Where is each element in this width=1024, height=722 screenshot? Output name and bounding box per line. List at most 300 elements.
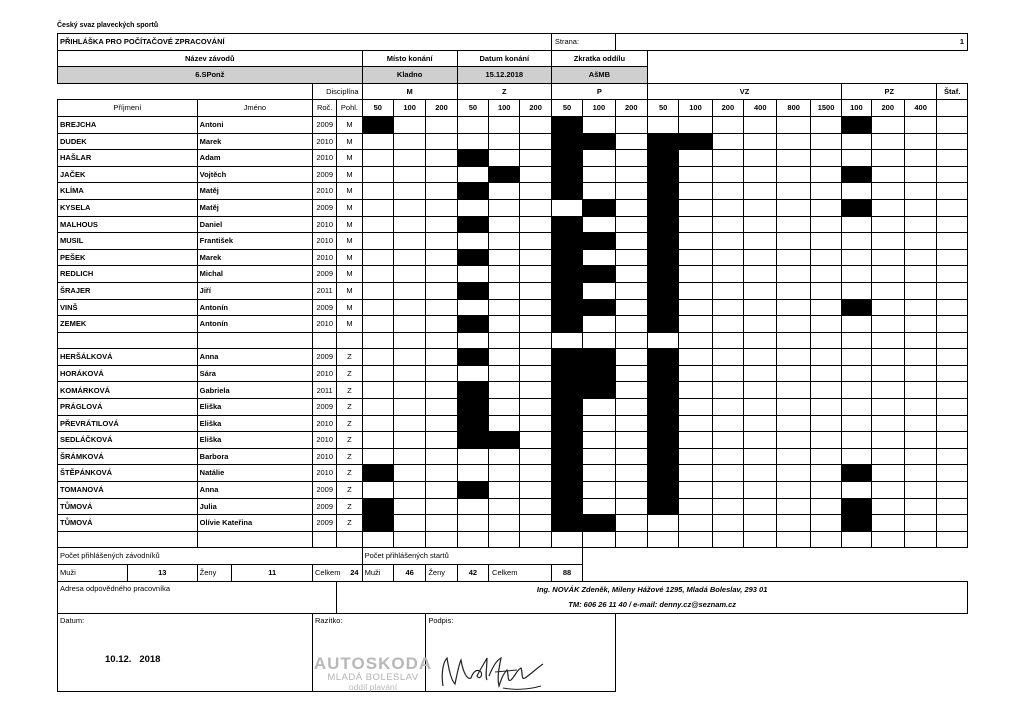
- event-cell: [362, 133, 393, 150]
- event-cell: [777, 432, 810, 449]
- event-cell: [520, 316, 551, 333]
- relay-cell: [937, 465, 968, 482]
- event-cell: [520, 365, 551, 382]
- event-cell: [615, 299, 647, 316]
- swimmer-first-name: Olívie Kateřina: [197, 515, 312, 532]
- distance-header: 50: [457, 100, 488, 117]
- event-cell: [520, 465, 551, 482]
- event-cell: [777, 448, 810, 465]
- event-cell: [520, 233, 551, 250]
- event-cell: [615, 399, 647, 416]
- event-cell: [744, 199, 777, 216]
- event-mark: [583, 349, 615, 366]
- swimmer-first-name: Marek: [197, 133, 312, 150]
- empty-cell: [362, 531, 393, 548]
- swimmer-sex: Z: [337, 415, 362, 432]
- event-cell: [842, 382, 871, 399]
- event-cell: [712, 448, 743, 465]
- event-cell: [520, 498, 551, 515]
- event-mark: [842, 166, 871, 183]
- event-cell: [583, 249, 615, 266]
- event-mark: [457, 415, 488, 432]
- event-cell: [744, 233, 777, 250]
- event-cell: [810, 233, 841, 250]
- table-row: [58, 199, 968, 216]
- event-cell: [871, 365, 904, 382]
- swimmer-sex: Z: [337, 448, 362, 465]
- event-mark: [551, 365, 582, 382]
- event-cell: [393, 133, 425, 150]
- table-row: [58, 332, 968, 349]
- swimmer-surname: PRÁGLOVÁ: [58, 399, 198, 416]
- club-stamp: [311, 655, 435, 692]
- event-cell: [712, 116, 743, 133]
- event-cell: [426, 482, 457, 499]
- event-cell: [393, 349, 425, 366]
- event-cell: [393, 266, 425, 283]
- event-cell: [583, 316, 615, 333]
- event-cell: [583, 415, 615, 432]
- event-cell: [679, 150, 712, 167]
- relay-cell: [937, 448, 968, 465]
- event-cell: [712, 282, 743, 299]
- empty-cell: [744, 531, 777, 548]
- swimmer-sex: M: [337, 116, 362, 133]
- event-cell: [426, 448, 457, 465]
- event-mark: [551, 448, 582, 465]
- competitors-men-group: [58, 565, 198, 582]
- event-cell: [777, 498, 810, 515]
- event-cell: [426, 415, 457, 432]
- event-cell: [712, 382, 743, 399]
- event-cell: [362, 332, 393, 349]
- event-cell: [744, 282, 777, 299]
- event-cell: [520, 415, 551, 432]
- event-cell: [712, 415, 743, 432]
- event-mark: [551, 399, 582, 416]
- event-cell: [489, 365, 520, 382]
- event-cell: [426, 399, 457, 416]
- event-cell: [393, 183, 425, 200]
- event-cell: [393, 515, 425, 532]
- event-cell: [904, 382, 936, 399]
- swimmer-sex: M: [337, 316, 362, 333]
- event-cell: [489, 415, 520, 432]
- event-cell: [583, 183, 615, 200]
- swimmer-sex: M: [337, 266, 362, 283]
- event-cell: [842, 316, 871, 333]
- event-cell: [810, 183, 841, 200]
- stroke-group-p: P: [551, 83, 647, 100]
- event-mark: [647, 150, 678, 167]
- date-box: [58, 613, 313, 691]
- event-cell: [520, 482, 551, 499]
- table-row: [58, 183, 968, 200]
- event-mark: [457, 282, 488, 299]
- empty-cell: [337, 531, 362, 548]
- swimmer-surname: ŠRÁMKOVÁ: [58, 448, 198, 465]
- event-cell: [457, 133, 488, 150]
- event-mark: [362, 498, 393, 515]
- event-mark: [583, 382, 615, 399]
- form-title: PŘIHLÁŠKA PRO POČÍTAČOVÉ ZPRACOVÁNÍ: [58, 34, 552, 51]
- event-cell: [777, 233, 810, 250]
- table-row: [58, 133, 968, 150]
- event-cell: [810, 216, 841, 233]
- event-cell: [457, 365, 488, 382]
- event-mark: [647, 365, 678, 382]
- event-cell: [679, 316, 712, 333]
- event-cell: [520, 199, 551, 216]
- table-row: [58, 399, 968, 416]
- event-cell: [489, 465, 520, 482]
- event-cell: [615, 216, 647, 233]
- event-cell: [362, 249, 393, 266]
- event-mark: [647, 199, 678, 216]
- event-mark: [551, 415, 582, 432]
- event-cell: [904, 432, 936, 449]
- event-cell: [679, 299, 712, 316]
- event-cell: [904, 316, 936, 333]
- empty-cell: [489, 531, 520, 548]
- event-cell: [426, 150, 457, 167]
- relay-cell: [937, 282, 968, 299]
- footer-blank: [615, 613, 967, 691]
- event-cell: [426, 266, 457, 283]
- table-row: [58, 299, 968, 316]
- competitors-total-label: Celkem: [315, 568, 341, 578]
- empty-cell: [426, 531, 457, 548]
- event-cell: [712, 399, 743, 416]
- event-cell: [777, 399, 810, 416]
- discipline-header-blank: [58, 83, 313, 100]
- event-cell: [362, 216, 393, 233]
- event-cell: [842, 233, 871, 250]
- swimmer-year: 2009: [313, 116, 337, 133]
- event-cell: [520, 183, 551, 200]
- event-cell: [615, 382, 647, 399]
- event-cell: [583, 482, 615, 499]
- event-cell: [744, 266, 777, 283]
- swimmer-surname: KYSELA: [58, 199, 198, 216]
- event-cell: [810, 316, 841, 333]
- competitors-men-count: 13: [158, 568, 167, 578]
- event-cell: [871, 249, 904, 266]
- swimmer-sex: M: [337, 133, 362, 150]
- event-cell: [583, 465, 615, 482]
- relay-cell: [937, 233, 968, 250]
- table-row: [58, 515, 968, 532]
- swimmer-surname: ŠTĚPÁNKOVÁ: [58, 465, 198, 482]
- event-cell: [904, 133, 936, 150]
- swimmer-surname: JAČEK: [58, 166, 198, 183]
- relay-cell: [937, 150, 968, 167]
- event-cell: [679, 349, 712, 366]
- event-cell: [744, 382, 777, 399]
- event-cell: [393, 448, 425, 465]
- swimmer-sex: M: [337, 183, 362, 200]
- table-row: [58, 465, 968, 482]
- event-mark: [551, 316, 582, 333]
- event-cell: [679, 365, 712, 382]
- stroke-group-pz: PZ: [842, 83, 937, 100]
- swimmer-year: 2010: [313, 448, 337, 465]
- event-mark: [551, 465, 582, 482]
- event-cell: [583, 332, 615, 349]
- event-cell: [393, 498, 425, 515]
- competitors-total-group: [313, 565, 363, 582]
- distance-header: 100: [393, 100, 425, 117]
- event-cell: [744, 299, 777, 316]
- event-cell: [712, 299, 743, 316]
- event-cell: [679, 332, 712, 349]
- event-cell: [871, 183, 904, 200]
- event-cell: [810, 266, 841, 283]
- swimmer-surname: [58, 332, 198, 349]
- event-cell: [777, 199, 810, 216]
- event-cell: [457, 166, 488, 183]
- swimmer-surname: SEDLÁČKOVÁ: [58, 432, 198, 449]
- distance-header: 400: [744, 100, 777, 117]
- event-cell: [457, 448, 488, 465]
- starts-men-label: Muži: [362, 565, 393, 582]
- table-row: [58, 233, 968, 250]
- event-cell: [712, 233, 743, 250]
- event-cell: [362, 482, 393, 499]
- distance-header: 50: [647, 100, 678, 117]
- event-cell: [777, 316, 810, 333]
- event-cell: [583, 116, 615, 133]
- swimmer-year: 2010: [313, 316, 337, 333]
- swimmer-year: 2009: [313, 349, 337, 366]
- event-cell: [426, 282, 457, 299]
- swimmer-first-name: Barbora: [197, 448, 312, 465]
- event-cell: [744, 166, 777, 183]
- starts-total-count: 88: [551, 565, 582, 582]
- header-blank: [647, 50, 967, 67]
- swimmer-first-name: Anna: [197, 349, 312, 366]
- event-cell: [842, 150, 871, 167]
- swimmer-year: 2010: [313, 233, 337, 250]
- event-cell: [744, 133, 777, 150]
- event-cell: [393, 432, 425, 449]
- event-cell: [489, 498, 520, 515]
- event-cell: [520, 399, 551, 416]
- event-cell: [362, 233, 393, 250]
- event-cell: [362, 282, 393, 299]
- distance-header: 50: [362, 100, 393, 117]
- event-cell: [647, 515, 678, 532]
- event-cell: [871, 150, 904, 167]
- event-cell: [810, 150, 841, 167]
- event-cell: [362, 166, 393, 183]
- swimmer-year: 2009: [313, 299, 337, 316]
- event-cell: [904, 365, 936, 382]
- event-cell: [615, 316, 647, 333]
- relay-cell: [937, 166, 968, 183]
- event-cell: [615, 432, 647, 449]
- distance-header: 100: [679, 100, 712, 117]
- event-cell: [393, 399, 425, 416]
- empty-cell: [313, 531, 337, 548]
- event-cell: [810, 332, 841, 349]
- event-cell: [551, 199, 582, 216]
- event-cell: [520, 448, 551, 465]
- swimmer-first-name: [197, 332, 312, 349]
- event-mark: [842, 515, 871, 532]
- event-cell: [744, 415, 777, 432]
- event-mark: [647, 465, 678, 482]
- event-cell: [393, 282, 425, 299]
- swimmer-surname: MALHOUS: [58, 216, 198, 233]
- stamp-label: Razítko:: [315, 615, 343, 625]
- table-row: [58, 266, 968, 283]
- event-cell: [679, 266, 712, 283]
- event-mark: [679, 133, 712, 150]
- table-row: [58, 282, 968, 299]
- relay-cell: [937, 399, 968, 416]
- swimmer-sex: M: [337, 199, 362, 216]
- event-cell: [777, 183, 810, 200]
- event-cell: [904, 233, 936, 250]
- event-mark: [647, 299, 678, 316]
- event-cell: [362, 183, 393, 200]
- event-cell: [904, 399, 936, 416]
- swimmer-first-name: Anna: [197, 482, 312, 499]
- event-cell: [777, 166, 810, 183]
- event-cell: [489, 448, 520, 465]
- event-cell: [810, 498, 841, 515]
- event-mark: [551, 116, 582, 133]
- event-cell: [393, 249, 425, 266]
- event-cell: [426, 515, 457, 532]
- event-cell: [551, 332, 582, 349]
- event-cell: [744, 332, 777, 349]
- event-cell: [712, 332, 743, 349]
- event-cell: [810, 415, 841, 432]
- event-cell: [426, 133, 457, 150]
- table-row: [58, 482, 968, 499]
- event-cell: [583, 399, 615, 416]
- event-mark: [551, 382, 582, 399]
- event-cell: [712, 266, 743, 283]
- event-cell: [871, 332, 904, 349]
- event-cell: [777, 465, 810, 482]
- event-cell: [904, 349, 936, 366]
- event-mark: [489, 166, 520, 183]
- event-cell: [810, 365, 841, 382]
- event-mark: [647, 349, 678, 366]
- table-row: [58, 432, 968, 449]
- event-cell: [744, 365, 777, 382]
- swimmer-year: 2010: [313, 415, 337, 432]
- date-label: Datum:: [60, 615, 85, 625]
- swimmer-surname: ŠRAJER: [58, 282, 198, 299]
- swimmer-sex: Z: [337, 365, 362, 382]
- starts-count-label: Počet přihlášených startů: [362, 548, 583, 565]
- relay-cell: [937, 183, 968, 200]
- event-cell: [520, 349, 551, 366]
- event-mark: [551, 266, 582, 283]
- event-cell: [489, 482, 520, 499]
- event-cell: [904, 116, 936, 133]
- swimmer-sex: Z: [337, 382, 362, 399]
- competitors-women-label: Ženy: [198, 565, 232, 581]
- event-mark: [457, 216, 488, 233]
- event-cell: [426, 432, 457, 449]
- event-cell: [904, 448, 936, 465]
- stamp-line-2: MLADÁ BOLESLAV: [327, 671, 419, 683]
- event-cell: [426, 498, 457, 515]
- page-number: 1: [615, 34, 967, 51]
- date-label: Datum konání: [457, 50, 551, 67]
- event-cell: [712, 432, 743, 449]
- distance-header: 400: [904, 100, 936, 117]
- relay-cell: [937, 482, 968, 499]
- swimmer-surname: VINŠ: [58, 299, 198, 316]
- starts-women-label: Ženy: [426, 565, 457, 582]
- event-mark: [647, 382, 678, 399]
- event-cell: [362, 150, 393, 167]
- swimmer-surname: TŮMOVÁ: [58, 498, 198, 515]
- event-mark: [842, 116, 871, 133]
- empty-cell: [842, 531, 871, 548]
- event-cell: [489, 133, 520, 150]
- sex-header: Pohl.: [337, 100, 362, 117]
- signature-image: [437, 650, 555, 702]
- distance-header: 1500: [810, 100, 841, 117]
- event-cell: [871, 216, 904, 233]
- event-cell: [393, 465, 425, 482]
- entry-form: [57, 33, 968, 692]
- swimmer-year: 2009: [313, 266, 337, 283]
- event-cell: [777, 415, 810, 432]
- swimmer-sex: Z: [337, 432, 362, 449]
- event-cell: [647, 116, 678, 133]
- event-mark: [842, 498, 871, 515]
- event-cell: [615, 415, 647, 432]
- event-cell: [679, 166, 712, 183]
- event-cell: [393, 116, 425, 133]
- empty-cell: [393, 531, 425, 548]
- table-row: [58, 216, 968, 233]
- distance-header: 100: [583, 100, 615, 117]
- table-row: [58, 415, 968, 432]
- event-cell: [712, 349, 743, 366]
- table-row: [58, 448, 968, 465]
- competitors-women-count: 11: [268, 568, 277, 578]
- swimmer-surname: DUDEK: [58, 133, 198, 150]
- event-cell: [744, 448, 777, 465]
- table-row: [58, 166, 968, 183]
- swimmer-surname: KOMÁRKOVÁ: [58, 382, 198, 399]
- relay-cell: [937, 432, 968, 449]
- event-cell: [362, 266, 393, 283]
- swimmer-year: 2009: [313, 515, 337, 532]
- relay-cell: [937, 249, 968, 266]
- swimmer-first-name: Marek: [197, 249, 312, 266]
- event-cell: [871, 349, 904, 366]
- event-mark: [647, 249, 678, 266]
- relay-cell: [937, 299, 968, 316]
- table-row: [58, 349, 968, 366]
- event-cell: [871, 415, 904, 432]
- event-cell: [583, 166, 615, 183]
- competitors-women-group: [197, 565, 312, 582]
- swimmer-year: 2011: [313, 282, 337, 299]
- event-cell: [520, 382, 551, 399]
- event-cell: [744, 116, 777, 133]
